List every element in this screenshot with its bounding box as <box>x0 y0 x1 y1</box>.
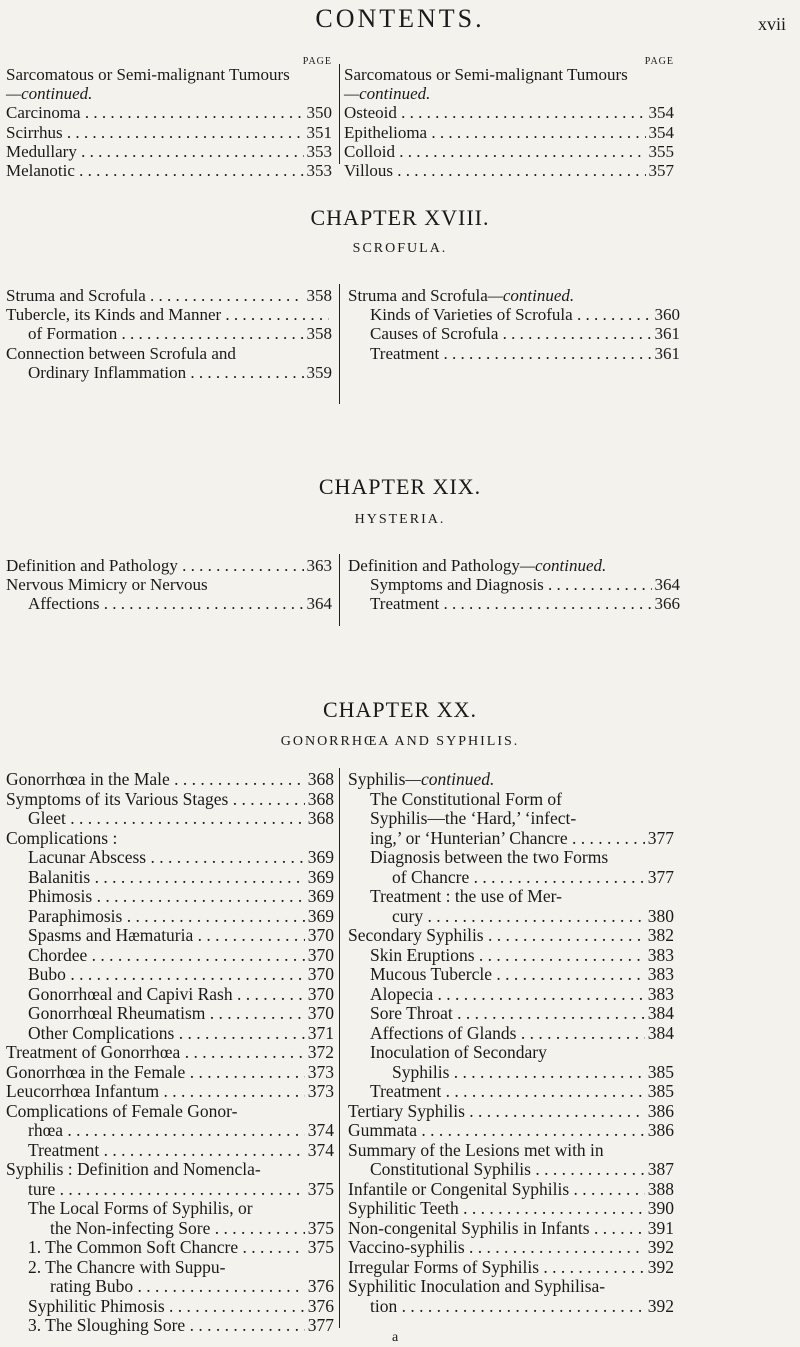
entry-page: 384 <box>647 1003 674 1023</box>
continued-note: —continued. <box>519 556 607 575</box>
page-column-label: PAGE <box>302 56 332 67</box>
toc-entry <box>6 142 332 161</box>
entry-page: 390 <box>647 1198 674 1218</box>
text-line: 2. The Chancre with Suppu- <box>28 1256 226 1277</box>
entry-page: 369 <box>307 866 334 887</box>
entry-title: ture . . . <box>28 1180 305 1200</box>
chapter-19-right-column <box>348 556 680 614</box>
entry-title: Symptoms of its Various Stages . . . <box>6 790 305 810</box>
text-line: Syphilis : Definition and Nomencla- <box>6 1159 261 1179</box>
toc-entry <box>348 1063 674 1083</box>
chapter-18-right-column <box>348 286 680 363</box>
toc-entry <box>6 1063 334 1083</box>
entry-title: Sore Throat . . . <box>370 1004 645 1024</box>
entry-page: 370 <box>307 983 334 1004</box>
heading-text: Definition and Pathology <box>348 556 520 575</box>
entry-page: 368 <box>307 769 334 789</box>
entry-page: 385 <box>647 1081 674 1101</box>
entry-title: Phimosis . . . <box>28 887 305 907</box>
toc-entry <box>348 1004 674 1024</box>
toc-entry <box>348 1102 674 1122</box>
entry-page: 373 <box>307 1081 334 1101</box>
entry-page: 382 <box>647 925 674 945</box>
entry-title: Scirrhus . . . <box>6 123 304 142</box>
entry-page: 354 <box>648 122 674 142</box>
entry-title: Treatment . . . <box>370 594 652 613</box>
section-heading <box>348 770 674 790</box>
signature-mark: a <box>392 1330 399 1345</box>
entry-title: Kinds of Varieties of Scrofula . . . <box>370 305 652 324</box>
entry-title: Carcinoma . . . <box>6 103 304 122</box>
running-head: CONTENTS. <box>315 4 485 33</box>
toc-entry <box>6 1180 334 1200</box>
entry-title: Symptoms and Diagnosis . . . <box>370 575 652 594</box>
entry-title: Struma and Scrofula . . . <box>6 286 304 305</box>
column-rule <box>339 64 340 164</box>
toc-entry <box>348 1180 674 1200</box>
chapter-title: CHAPTER XX. <box>322 697 477 722</box>
top-right-column <box>344 52 674 180</box>
toc-entry <box>348 1238 674 1258</box>
page-column-label: PAGE <box>644 56 674 67</box>
entry-title: Treatment . . . <box>28 1141 305 1161</box>
toc-entry <box>6 1277 334 1297</box>
toc-entry <box>6 1082 334 1102</box>
text-line: Nervous Mimicry or Nervous <box>6 575 208 595</box>
toc-entry <box>348 1160 674 1180</box>
entry-page: 377 <box>307 1315 334 1335</box>
entry-title: Villous . . . <box>344 161 646 180</box>
entry-page: 372 <box>307 1042 334 1062</box>
entry-page: 364 <box>306 594 332 614</box>
toc-entry <box>344 142 674 161</box>
entry-page: 369 <box>307 886 334 906</box>
entry-title: Medullary . . . <box>6 142 304 161</box>
continued-note: —continued. <box>405 769 495 789</box>
entry-page: 358 <box>306 324 332 344</box>
toc-entry <box>6 363 332 382</box>
chapter-19-left-column <box>6 556 332 614</box>
entry-title: Gonorrhœa in the Male . . . <box>6 770 305 790</box>
section-heading: Sarcomatous or Semi-malignant Tumours <box>6 65 290 84</box>
chapter-title: CHAPTER XIX. <box>318 474 482 499</box>
entry-page: 387 <box>647 1159 674 1179</box>
entry-page: 370 <box>307 925 334 945</box>
entry-page: 377 <box>647 827 674 848</box>
text-line: Complications : <box>6 827 118 848</box>
entry-page: 373 <box>307 1061 334 1082</box>
toc-entry <box>348 1219 674 1239</box>
entry-page: 391 <box>647 1217 674 1238</box>
toc-entry <box>6 809 334 829</box>
entry-title: Gleet . . . <box>28 809 305 829</box>
toc-entry <box>6 1121 334 1141</box>
toc-entry <box>344 161 674 180</box>
entry-title: Irregular Forms of Syphilis . . . <box>348 1258 645 1278</box>
text-line: Summary of the Lesions met with in <box>348 1139 604 1160</box>
entry-page: 364 <box>654 575 680 595</box>
entry-page: 354 <box>648 103 674 123</box>
entry-title: Vaccino-syphilis . . . <box>348 1238 645 1258</box>
entry-title: Tubercle, its Kinds and Manner . . . <box>6 305 329 324</box>
entry-page: 366 <box>654 594 680 614</box>
entry-page: 383 <box>647 964 674 984</box>
entry-page: 359 <box>306 362 332 382</box>
toc-entry <box>348 946 674 966</box>
toc-entry <box>6 1141 334 1161</box>
toc-entry <box>348 594 680 613</box>
entry-title: Melanotic . . . <box>6 161 304 180</box>
entry-page: 360 <box>654 305 680 325</box>
entry-page: 374 <box>307 1120 334 1140</box>
toc-entry <box>348 1024 674 1044</box>
entry-title: Non-congenital Syphilis in Infants . . . <box>348 1219 645 1239</box>
entry-page: 383 <box>647 944 674 965</box>
entry-title: rating Bubo . . . <box>50 1277 305 1297</box>
entry-page: 376 <box>307 1295 334 1316</box>
toc-entry <box>348 1258 674 1278</box>
entry-page: 392 <box>647 1256 674 1277</box>
toc-entry <box>344 103 674 122</box>
entry-title: Gonorrhœa in the Female . . . <box>6 1063 305 1083</box>
continued-note: —continued. <box>6 84 93 104</box>
entry-page: 375 <box>307 1217 334 1238</box>
text-line: The Constitutional Form of <box>370 788 563 809</box>
toc-entry <box>348 907 674 927</box>
toc-entry <box>6 1238 334 1258</box>
toc-entry <box>6 594 332 613</box>
toc-entry <box>6 1043 334 1063</box>
toc-entry <box>6 946 334 966</box>
entry-page: 355 <box>648 141 674 161</box>
page-number: xvii <box>757 14 786 34</box>
toc-entry <box>348 1082 674 1102</box>
toc-entry <box>6 161 332 180</box>
toc-entry <box>6 868 334 888</box>
entry-page: 370 <box>307 964 334 984</box>
toc-entry <box>6 907 334 927</box>
text-line: Diagnosis between the two Forms <box>370 847 609 867</box>
entry-page: 369 <box>307 905 334 926</box>
entry-page: 361 <box>654 324 680 344</box>
text-line: Inoculation of Secondary <box>370 1042 547 1062</box>
entry-title: Colloid . . . <box>344 142 646 161</box>
toc-entry <box>348 985 674 1005</box>
toc-entry <box>6 305 332 324</box>
toc-entry <box>6 1297 334 1317</box>
entry-page: 388 <box>647 1178 674 1199</box>
toc-entry <box>348 926 674 946</box>
toc-entry <box>348 324 680 343</box>
chapter-subtitle: GONORRHŒA AND SYPHILIS. <box>280 734 520 749</box>
chapter-20-right-column <box>348 770 674 1316</box>
entry-page: 380 <box>647 905 674 926</box>
entry-title: Lacunar Abscess . . . <box>28 848 305 868</box>
text-line: The Local Forms of Syphilis, or <box>28 1198 253 1218</box>
entry-title: Affections of Glands . . . <box>370 1024 645 1044</box>
chapter-18-left-column <box>6 286 332 382</box>
entry-page: 392 <box>647 1237 674 1257</box>
entry-page: 357 <box>648 161 674 181</box>
entry-page: 392 <box>647 1295 674 1316</box>
entry-page: 376 <box>307 1276 334 1296</box>
entry-title: 3. The Sloughing Sore . . . <box>28 1316 305 1336</box>
toc-entry <box>6 770 334 790</box>
text-line: Connection between Scrofula and <box>6 343 236 363</box>
toc-entry <box>348 305 680 324</box>
entry-title: Constitutional Syphilis . . . <box>370 1160 645 1180</box>
toc-entry <box>348 1297 674 1317</box>
chapter-subtitle: HYSTERIA. <box>354 512 446 527</box>
section-heading <box>348 556 680 575</box>
toc-entry <box>6 324 332 343</box>
entry-title: Syphilitic Phimosis . . . <box>28 1297 305 1317</box>
entry-title: Ordinary Inflammation . . . <box>28 363 304 382</box>
entry-page: 386 <box>647 1100 674 1121</box>
toc-entry <box>348 1121 674 1141</box>
toc-entry <box>348 1199 674 1219</box>
entry-title: Causes of Scrofula . . . <box>370 324 652 343</box>
entry-title: Definition and Pathology . . . <box>6 556 304 575</box>
entry-title: Gonorrhœal and Capivi Rash . . . <box>28 985 305 1005</box>
toc-entry <box>6 286 332 305</box>
column-rule <box>339 554 340 626</box>
entry-title: Secondary Syphilis . . . <box>348 926 645 946</box>
entry-page: 384 <box>647 1022 674 1043</box>
entry-title: Balanitis . . . <box>28 868 305 888</box>
chapter-subtitle: SCROFULA. <box>352 241 448 256</box>
entry-title: rhœa . . . <box>28 1121 305 1141</box>
toc-entry <box>6 1316 334 1336</box>
entry-page: 369 <box>307 847 334 867</box>
entry-title: cury . . . <box>392 907 645 927</box>
column-rule <box>339 768 340 1328</box>
entry-page: 368 <box>307 808 334 828</box>
text-line: Treatment : the use of Mer- <box>370 886 562 906</box>
toc-entry <box>348 868 674 888</box>
entry-page: 353 <box>306 161 332 181</box>
toc-entry <box>6 103 332 122</box>
entry-title: Epithelioma . . . <box>344 123 646 142</box>
entry-title: Chordee . . . <box>28 946 305 966</box>
text-line: Complications of Female Gonor- <box>6 1100 238 1121</box>
entry-title: Spasms and Hæmaturia . . . <box>28 926 305 946</box>
entry-page: 374 <box>307 1139 334 1160</box>
entry-page: 375 <box>307 1237 334 1257</box>
entry-page: 353 <box>306 141 332 161</box>
toc-entry <box>6 123 332 142</box>
entry-title: Leucorrhœa Infantum . . . <box>6 1082 305 1102</box>
toc-entry <box>348 575 680 594</box>
continued-note: —continued. <box>487 286 575 305</box>
entry-page: 371 <box>307 1022 334 1043</box>
entry-title: the Non-infecting Sore . . . <box>50 1219 305 1239</box>
entry-page: 350 <box>306 103 332 123</box>
heading-text: Syphilis <box>348 769 406 789</box>
text-line: Syphilitic Inoculation and Syphilisa- <box>348 1276 606 1296</box>
toc-entry <box>6 1024 334 1044</box>
entry-title: of Formation . . . <box>28 324 304 343</box>
entry-title: 1. The Common Soft Chancre . . . <box>28 1238 305 1258</box>
text-line: Syphilis—the ‘Hard,’ ‘infect- <box>370 808 577 828</box>
toc-entry <box>6 887 334 907</box>
entry-title: Treatment of Gonorrhœa . . . <box>6 1043 305 1063</box>
entry-page: 386 <box>647 1120 674 1140</box>
toc-entry <box>344 123 674 142</box>
toc-entry <box>348 829 674 849</box>
entry-title: Treatment . . . <box>370 344 652 363</box>
section-heading: Sarcomatous or Semi-malignant Tumours <box>344 65 628 84</box>
continued-note: —continued. <box>344 84 431 104</box>
entry-title: ing,’ or ‘Hunterian’ Chancre . . . <box>370 829 645 849</box>
entry-title: Syphilitic Teeth . . . <box>348 1199 645 1219</box>
entry-page: 377 <box>647 866 674 887</box>
entry-title: Treatment . . . <box>370 1082 645 1102</box>
entry-title: Alopecia . . . <box>370 985 645 1005</box>
toc-entry <box>6 556 332 575</box>
entry-page: 385 <box>647 1061 674 1082</box>
entry-title: Paraphimosis . . . <box>28 907 305 927</box>
chapter-20-left-column <box>6 770 334 1336</box>
toc-entry <box>6 1004 334 1024</box>
entry-page: 361 <box>654 343 680 363</box>
entry-title: of Chancre . . . <box>392 868 645 888</box>
entry-title: Gummata . . . <box>348 1121 645 1141</box>
chapter-title: CHAPTER XVIII. <box>310 205 490 230</box>
entry-title: Tertiary Syphilis . . . <box>348 1102 645 1122</box>
column-rule <box>339 284 340 404</box>
entry-title: Syphilis . . . <box>392 1063 645 1083</box>
toc-entry <box>348 965 674 985</box>
entry-page: 363 <box>306 556 332 575</box>
entry-title: tion . . . <box>370 1297 645 1317</box>
entry-title: Bubo . . . <box>28 965 305 985</box>
entry-title: Other Complications . . . <box>28 1024 305 1044</box>
entry-page: 370 <box>307 1003 334 1023</box>
entry-title: Infantile or Congenital Syphilis . . . <box>348 1180 645 1200</box>
toc-entry <box>6 1219 334 1239</box>
entry-title: Mucous Tubercle . . . <box>370 965 645 985</box>
toc-entry <box>6 965 334 985</box>
toc-entry <box>6 848 334 868</box>
toc-entry <box>6 985 334 1005</box>
toc-entry <box>348 344 680 363</box>
entry-page: 383 <box>647 983 674 1004</box>
entry-title: Gonorrhœal Rheumatism . . . <box>28 1004 305 1024</box>
entry-page: 375 <box>307 1178 334 1199</box>
entry-title: Skin Eruptions . . . <box>370 946 645 966</box>
entry-page: 358 <box>306 286 332 305</box>
entry-page: 370 <box>307 944 334 965</box>
entry-title: Affections . . . <box>28 594 304 613</box>
section-heading <box>348 286 680 305</box>
top-left-column <box>6 52 332 180</box>
entry-page: 351 <box>306 122 332 142</box>
toc-entry <box>6 790 334 810</box>
entry-title: Osteoid . . . <box>344 103 646 122</box>
heading-text: Struma and Scrofula <box>348 286 488 305</box>
entry-page: 368 <box>307 788 334 809</box>
toc-entry <box>6 926 334 946</box>
